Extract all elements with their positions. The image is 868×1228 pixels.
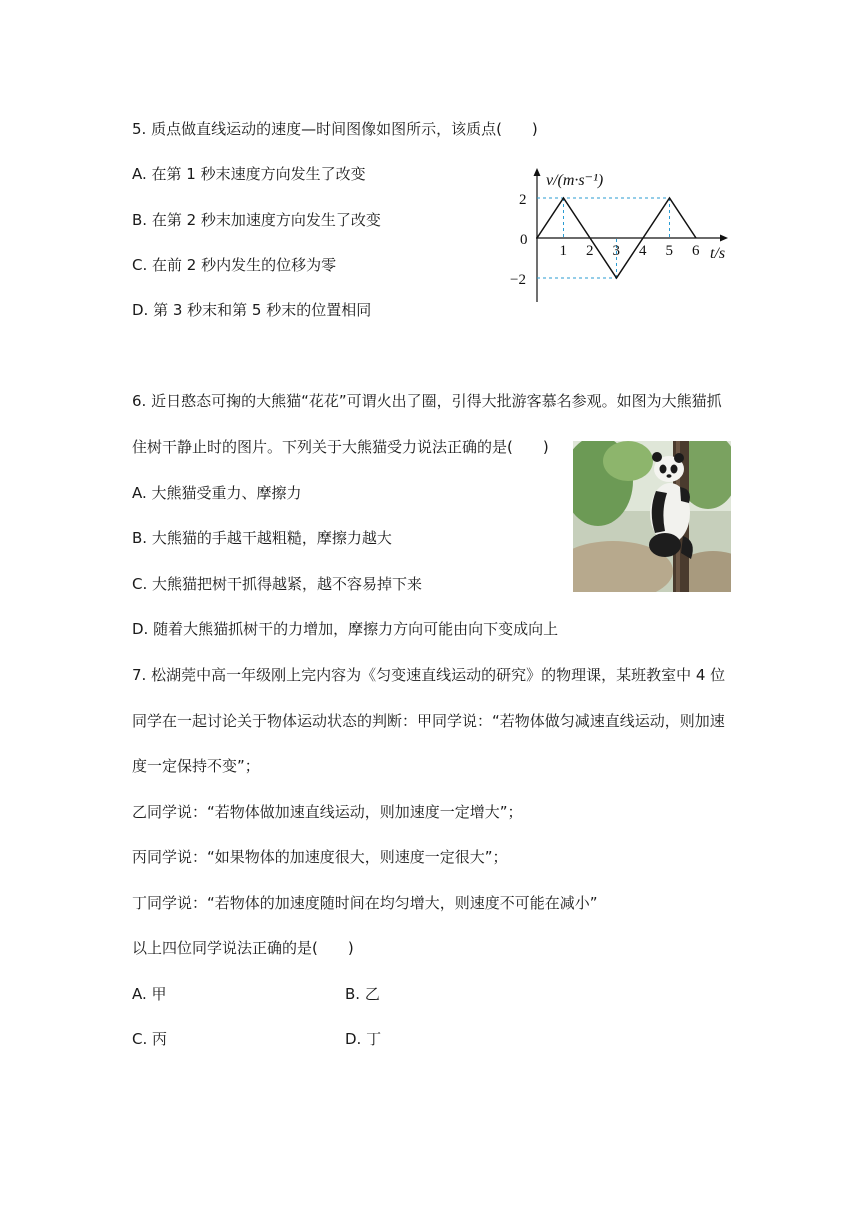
q7-option-b: B. 乙: [345, 985, 380, 1003]
x-axis-label: t/s: [710, 245, 726, 262]
q6-option-b: B. 大熊猫的手越干越粗糙，摩擦力越大: [132, 529, 392, 547]
q6-stem-line1: 6. 近日憨态可掬的大熊猫“花花”可谓火出了圈，引得大批游客慕名参观。如图为大熊猫抓: [132, 392, 722, 410]
q7-option-c: C. 丙: [132, 1030, 168, 1048]
y-axis-label: v/(m·s⁻¹): [546, 172, 604, 189]
q7-option-d: D. 丁: [345, 1030, 382, 1048]
x-tick-label: 2: [586, 243, 594, 259]
q6-option-a: A. 大熊猫受重力、摩擦力: [132, 484, 302, 502]
q7-stem-line3: 度一定保持不变”；: [132, 757, 260, 775]
q5-stem: 5. 质点做直线运动的速度—时间图像如图所示，该质点( ): [132, 120, 538, 138]
q7-statement-ding: 丁同学说：“若物体的加速度随时间在均匀增大，则速度不可能在减小”: [132, 894, 598, 912]
q7-stem-line1: 7. 松湖莞中高一年级刚上完内容为《匀变速直线运动的研究》的物理课，某班教室中 4 位: [132, 666, 726, 684]
y-axis-arrow: [534, 168, 541, 176]
x-tick-label: 1: [559, 243, 567, 259]
x-tick-label: 4: [639, 243, 647, 259]
q5-option-c: C. 在前 2 秒内发生的位移为零: [132, 256, 337, 274]
x-axis-arrow: [720, 235, 728, 242]
q5-option-d: D. 第 3 秒末和第 5 秒末的位置相同: [132, 301, 372, 319]
y-tick-2: 2: [519, 192, 527, 208]
q6-stem-line2: 住树干静止时的图片。下列关于大熊猫受力说法正确的是( ): [132, 438, 549, 456]
q7-option-a: A. 甲: [132, 985, 167, 1003]
q5-option-b: B. 在第 2 秒末加速度方向发生了改变: [132, 211, 381, 229]
y-tick-neg2: −2: [510, 272, 526, 288]
origin-label: 0: [520, 232, 528, 248]
x-tick-label: 6: [692, 243, 700, 259]
x-tick-label: 3: [612, 243, 620, 259]
q6-option-d: D. 随着大熊猫抓树干的力增加，摩擦力方向可能由向下变成向上: [132, 620, 559, 638]
q6-option-c: C. 大熊猫把树干抓得越紧，越不容易掉下来: [132, 575, 423, 593]
q7-question: 以上四位同学说法正确的是( ): [132, 939, 354, 957]
q7-stem-line2: 同学在一起讨论关于物体运动状态的判断：甲同学说：“若物体做匀减速直线运动，则加速: [132, 712, 725, 730]
q7-statement-bing: 丙同学说：“如果物体的加速度很大，则速度一定很大”；: [132, 848, 508, 866]
panda-photo: [573, 441, 731, 592]
q5-option-a: A. 在第 1 秒末速度方向发生了改变: [132, 165, 366, 183]
q7-statement-yi: 乙同学说：“若物体做加速直线运动，则加速度一定增大”；: [132, 803, 523, 821]
x-tick-label: 5: [665, 243, 673, 259]
velocity-time-graph: [506, 160, 756, 310]
